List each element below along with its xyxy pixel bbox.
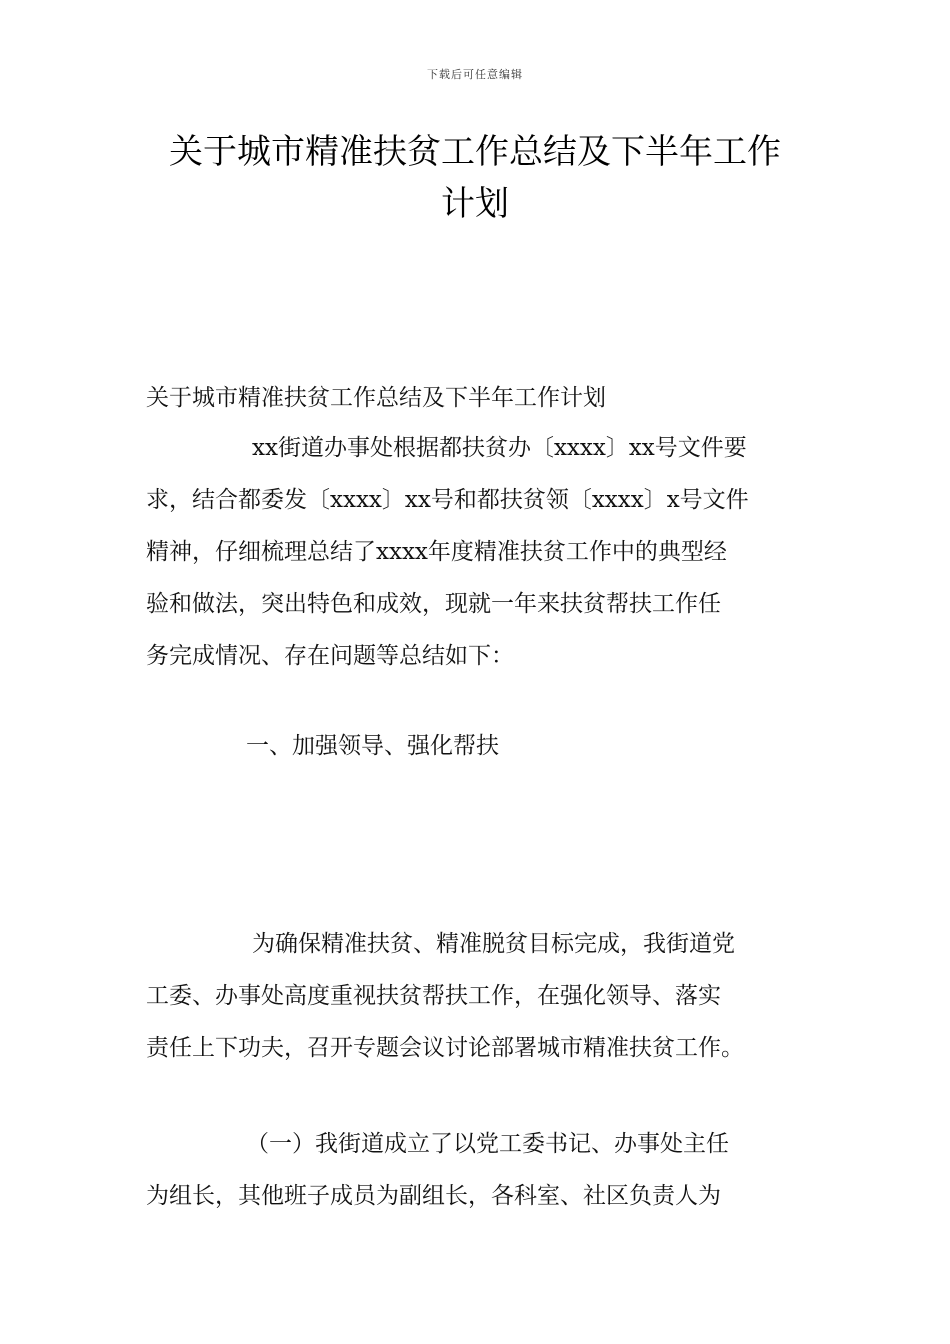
paragraph-line: 责任上下功夫，召开专题会议讨论部署城市精准扶贫工作。 [146,1035,744,1061]
title-line: 关于城市精准扶贫工作总结及下半年工作 [169,132,781,172]
paragraph-line: 精神，仔细梳理总结了xxxx年度精准扶贫工作中的典型经 [146,539,727,565]
paragraph-line: （一）我街道成立了以党工委书记、办事处主任 [246,1131,729,1157]
paragraph-leadership [146,918,806,1074]
paragraph-intro [146,422,806,682]
paragraph-line: 验和做法，突出特色和成效，现就一年来扶贫帮扶工作任 [146,591,721,617]
paragraph-line: 求，结合都委发〔xxxx〕xx号和都扶贫领〔xxxx〕x号文件 [146,487,749,513]
paragraph-line: 为组长，其他班子成员为副组长，各科室、社区负责人为 [146,1183,721,1209]
paragraph-line: xx街道办事处根据都扶贫办〔xxxx〕xx号文件要 [252,435,747,461]
paragraph-line: 为确保精准扶贫、精准脱贫目标完成，我街道党 [252,931,735,957]
paragraph-group [146,1118,806,1222]
heading-text: 一、加强领导、强化帮扶 [246,733,499,759]
document-title [130,126,820,230]
section-heading [146,720,806,772]
document-subtitle: 关于城市精准扶贫工作总结及下半年工作计划 [146,385,606,411]
header-note: 下载后可任意编辑 [427,68,523,81]
paragraph-line: 工委、办事处高度重视扶贫帮扶工作，在强化领导、落实 [146,983,721,1009]
paragraph-line: 务完成情况、存在问题等总结如下： [146,643,514,669]
title-line: 计划 [441,184,509,224]
